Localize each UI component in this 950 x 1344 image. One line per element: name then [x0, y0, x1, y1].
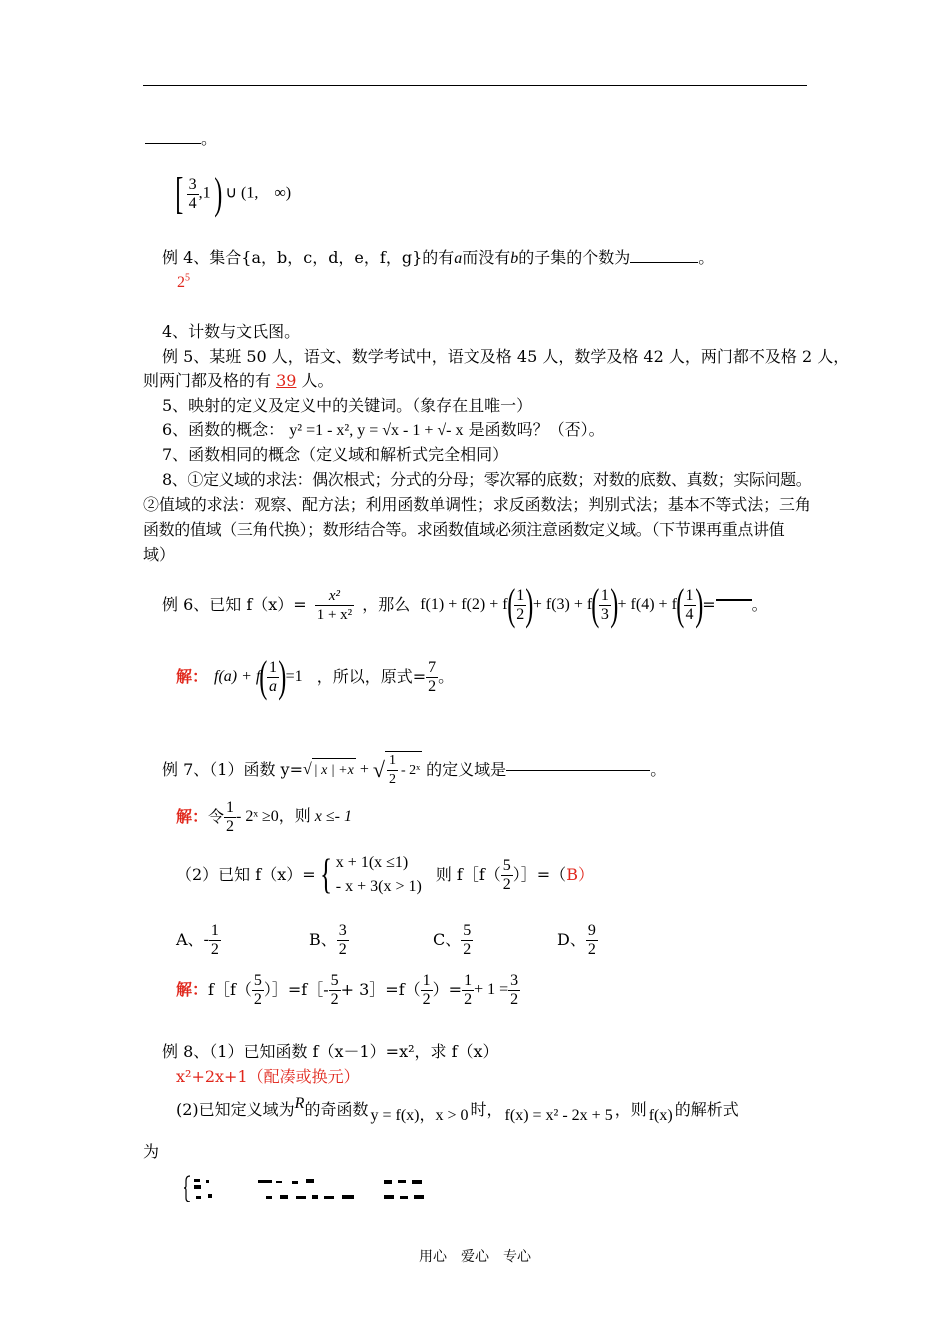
- example-6-solution: 解：: [176, 667, 209, 686]
- section-8-line3: 函数的值域（三角代换）；数形结合等。求函数值域必须注意函数定义域。（下节课再重点讲值: [143, 520, 785, 539]
- option-c: C、 $\frac{5}{2}$: [433, 921, 472, 958]
- fill-blank: [716, 599, 752, 601]
- example-7-solution: 解： 令 $\frac{1}{2}$ - 2ˣ ≥0，则 x ≤- 1: [176, 798, 352, 835]
- section-4: 4、计数与文氏图。: [162, 322, 301, 341]
- fill-blank: [506, 770, 650, 771]
- option-d: D、 $\frac{9}{2}$: [557, 921, 596, 958]
- example-5-line2: 则两门都及格的有 39 人。: [143, 371, 334, 390]
- fx-fraction: $\frac{\text{x²}}{\text{1 + x²}}$: [316, 587, 353, 623]
- left-bracket: [: [175, 169, 184, 218]
- example-6-solution-formula: f(a) + f ( $\frac{1}{a}$ ) =1 ，所以，原式= $\frac{7}{2}$ 。: [214, 652, 455, 701]
- answer-blank-line: 。: [145, 127, 217, 151]
- example-8-answer: x²+2x+1（配凑或换元）: [176, 1067, 360, 1086]
- section-8-line4: 域）: [143, 545, 176, 564]
- example-4: 例 4、集合{a，b，c，d，e，f，g}的有a而没有b的子集的个数为 。: [162, 248, 715, 267]
- fraction-3-4: $\frac{3}{4}$: [188, 175, 197, 212]
- section-6: 6、函数的概念： y² =1 - x², y = √x - 1 + √- x 是函数吗？（否）。: [162, 420, 605, 439]
- section-8-line2: ②值域的求法：观察、配方法；利用函数单调性；求反函数法；判别式法；基本不等式法；三角: [143, 495, 811, 514]
- option-a: A、 - $\frac{1}{2}$: [176, 921, 219, 958]
- example-8-line1: 例 8、（1）已知函数 f（x－1）=x²，求 f（x）: [162, 1042, 499, 1061]
- piecewise-formula-image: [184, 1172, 454, 1202]
- example-4-answer: $2^5$: [177, 272, 190, 291]
- right-paren: ): [213, 169, 223, 218]
- header-rule: [143, 85, 807, 86]
- fill-blank: [145, 143, 201, 144]
- page-footer: 用心 爱心 专心: [419, 1249, 531, 1265]
- example-8-line3: 为: [143, 1142, 160, 1161]
- section-7: 7、函数相同的概念（定义域和解析式完全相同）: [162, 445, 509, 464]
- piecewise-brace: {: [319, 852, 332, 898]
- example-5-line1: 例 5、某班 50 人，语文、数学考试中，语文及格 45 人，数学及格 42 人，两门都不及格 2 人，: [162, 347, 850, 366]
- fill-blank: [630, 262, 698, 263]
- example-6: 例 6、已知 f（x）= $\frac{\text{x²}}{\text{1 + x²}}$ ，那么 f(1) + f(2) + f ( $\frac{1}{2}$ ) + f(3) + f ( $\frac{1}{3}$ ) + f(4) + f ( $\frac{1}{4}$ ) = 。: [162, 580, 768, 629]
- section-5: 5、映射的定义及定义中的关键词。（象存在且唯一）: [162, 396, 533, 415]
- section-8-line1: 8、①定义域的求法：偶次根式；分式的分母；零次幂的底数；对数的底数、真数；实际问题。: [162, 470, 812, 489]
- example-7-part2: （2）已知 f（x）= { x + 1(x ≤1) - x + 3(x > 1) 则 f［f（ $\frac{5}{2}$ ）］=（ B ）: [176, 852, 594, 898]
- option-b: B、 $\frac{3}{2}$: [309, 921, 347, 958]
- example-7-solution-2: 解： f［f（ $\frac{5}{2}$ ）］=f［- $\frac{5}{2}$ + 3］=f（ $\frac{1}{2}$ ）= $\frac{1}{2}$ + 1 = $\frac{3}{2}$: [176, 971, 519, 1008]
- example-7-part1: 例 7、（1）函数 y= √ | x | +x + √ $\frac{1}{2}$ - 2ˣ 的定义域是 。: [162, 753, 667, 787]
- interval-answer: [ $\frac{3}{4}$ ,1 ) ∪ (1, ∞): [175, 169, 292, 218]
- example-8-line2: (2)已知定义域为 R 的奇函数 y = f(x)，x > 0 时， f(x) = x² - 2x + 5 ，则 f(x) 的解析式: [176, 1095, 739, 1124]
